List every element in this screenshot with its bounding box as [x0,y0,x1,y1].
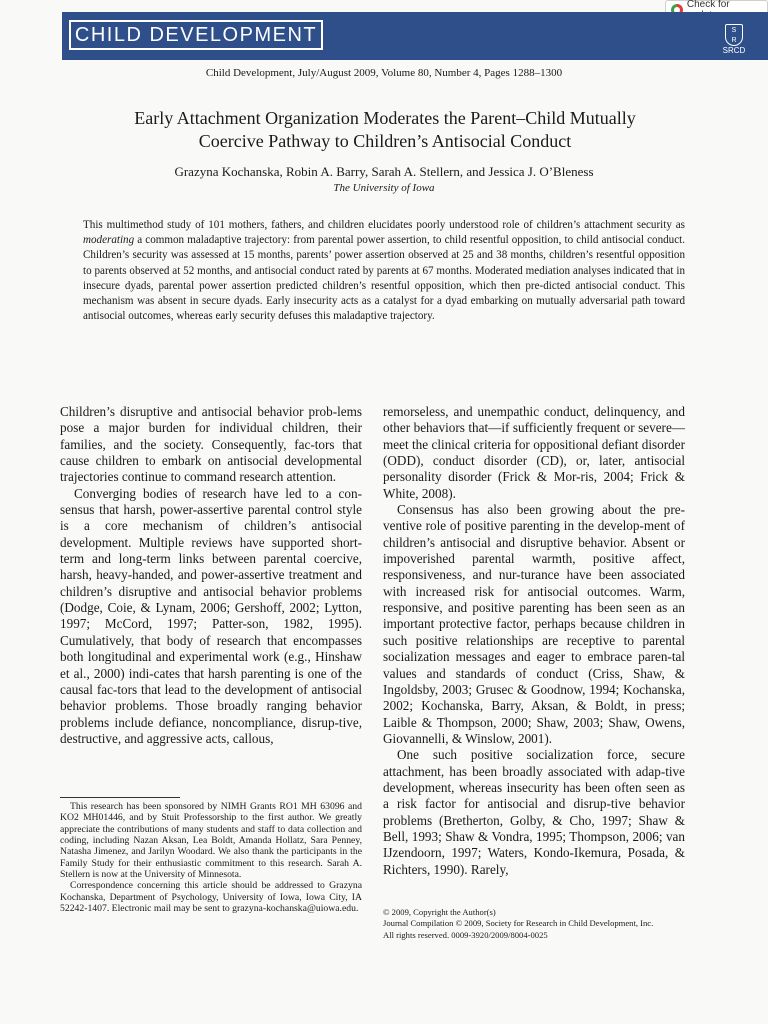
body-paragraph: remorseless, and unempathic conduct, delinquency, and other behaviors that—if sufficiently frequent or severe—meet the clinical criteria for oppositional defiant disorder (ODD), conduct disorder (CD), or, later, antisocial personality disorder (Frick & Mor-ris, 2004; Frick & White, 2008). [383,404,685,501]
copyright-notice: © 2009, Copyright the Author(s) Journal Compilation © 2009, Society for Research in Child Development, Inc. All rights reserved. 0009-3920/2009/8004-0025 [383,907,654,940]
srcd-logo: S R SRCD [722,24,746,58]
body-paragraph: Converging bodies of research have led to a con-sensus that harsh, power-assertive parental control style is a core mechanism of children’s antisocial development. Multiple reviews have supported short-term and long-term links between parental coercive, harsh, heavy-handed, and power-assertive treatment and children’s disruptive and antisocial behavior problems (Dodge, Coie, & Lynam, 2006; Gershoff, 2002; Lytton, 1997; McCord, 1997; Patter-son, 1982, 1995). Cumulatively, that body of research that encompasses both longitudinal and experimental work (e.g., Hinshaw et al., 2000) indi-cates that harsh parenting is one of the causal fac-tors that lead to the development of antisocial behavior problems. Those broadly ranging behavior problems include defiance, noncompliance, disrup-tive, destructive, and aggressive acts, callous, [60,485,362,746]
title-line-2: Coercive Pathway to Children’s Antisocial Conduct [198,131,572,151]
title-line-1: Early Attachment Organization Moderates the Parent–Child Mutually [134,108,636,128]
funding-footnote: This research has been sponsored by NIMH Grants RO1 MH 63096 and KO2 MH01446, and by Stuit Professorship to the first author. We greatly appreciate the contributions of many students and staff to data collection and coding, including Nazan Aksan, Lea Boldt, Amanda Hollatz, Sara Penney, Natasha Jimenez, and Jarilyn Woodard. We also thank the participants in the Family Study for their enthusiastic commitment to this research. Sarah A. Stellern is now at the University of Minnesota. [60,801,362,881]
journal-name: CHILD DEVELOPMENT [69,20,323,50]
body-paragraph: One such positive socialization force, secure attachment, has been broadly associated with adap-tive development, whereas insecurity has been often seen as a risk factor for antisocial and disrup-tive behavior problems (Bretherton, Golby, & Cho, 1997; Shaw & Bell, 1993; Shaw & Vondra, 1995; Thompson, 2006; van IJzendoorn, 1997; Waters, Kondo-Ikemura, Posada, & Richters, 1990). Rarely, [383,747,685,877]
body-paragraph: Children’s disruptive and antisocial behavior prob-lems pose a major burden for individual children, their families, and the society. Consequently, fac-tors that cause children to embark on antisocial developmental trajectories continue to command research attention. [60,404,362,485]
journal-citation: Child Development, July/August 2009, Volume 80, Number 4, Pages 1288–1300 [205,67,563,79]
body-column-right [383,404,685,878]
body-paragraph: Consensus has also been growing about the pre-ventive role of positive parenting in the develop-ment of children’s antisocial and disruptive behavior. Absent or impoverished parental warmth, positive affect, responsiveness, and nur-turance have been associated with increased risk for antisocial outcomes. Warm, responsive, and positive parenting has been seen as an important protective factor, perhaps because children in such positive relationships are receptive to parental socialization messages and eager to embrace paren-tal values and standards of conduct (Criss, Shaw, & Ingoldsby, 2003; Grusec & Goodnow, 1994; Kochanska, 2002; Kochanska, Barry, Aksan, & Boldt, in press; Laible & Thompson, 2000; Shaw, 2003; Shaw, Owens, Giovannelli, & Winslow, 2001). [383,502,685,746]
footnote-divider [60,797,180,798]
author-list: Grazyna Kochanska, Robin A. Barry, Sarah A. Stellern, and Jessica J. O’Bleness [174,164,594,179]
footnotes [60,801,362,914]
srcd-seal-icon: S R [725,24,743,46]
paper-title [60,107,710,153]
affiliation: The University of Iowa [333,182,435,194]
journal-header-band [62,12,768,60]
correspondence-footnote: Correspondence concerning this article should be addressed to Grazyna Kochanska, Department of Psychology, University of Iowa, Iowa City, IA 52242-1407. Electronic mail may be sent to grazyna-kochanska@uiowa.edu. [60,880,362,915]
body-column-left [60,404,362,747]
check-for-updates-label: Check for [686,0,730,10]
abstract: This multimethod study of 101 mothers, fathers, and children elucidates poorly understood role of children’s attachment security as moderating a common maladaptive trajectory: from parental power assertion, to child resentful opposition, to child antisocial conduct. Children’s security was assessed at 15 months, parents’ power assertion observed at 25 and 38 months, children’s resentful opposition to parents observed at 52 months, and antisocial conduct rated by parents at 67 months. Moderated mediation analyses indicated that in insecure dyads, parental power assertion predicted children’s resentful opposition, which then pre-dicted antisocial conduct. This mechanism was absent in secure dyads. Early insecurity acts as a catalyst for a dyad embarking on mutually adversarial path toward antisocial outcomes, whereas early security defuses this maladaptive trajectory. [83,219,685,323]
